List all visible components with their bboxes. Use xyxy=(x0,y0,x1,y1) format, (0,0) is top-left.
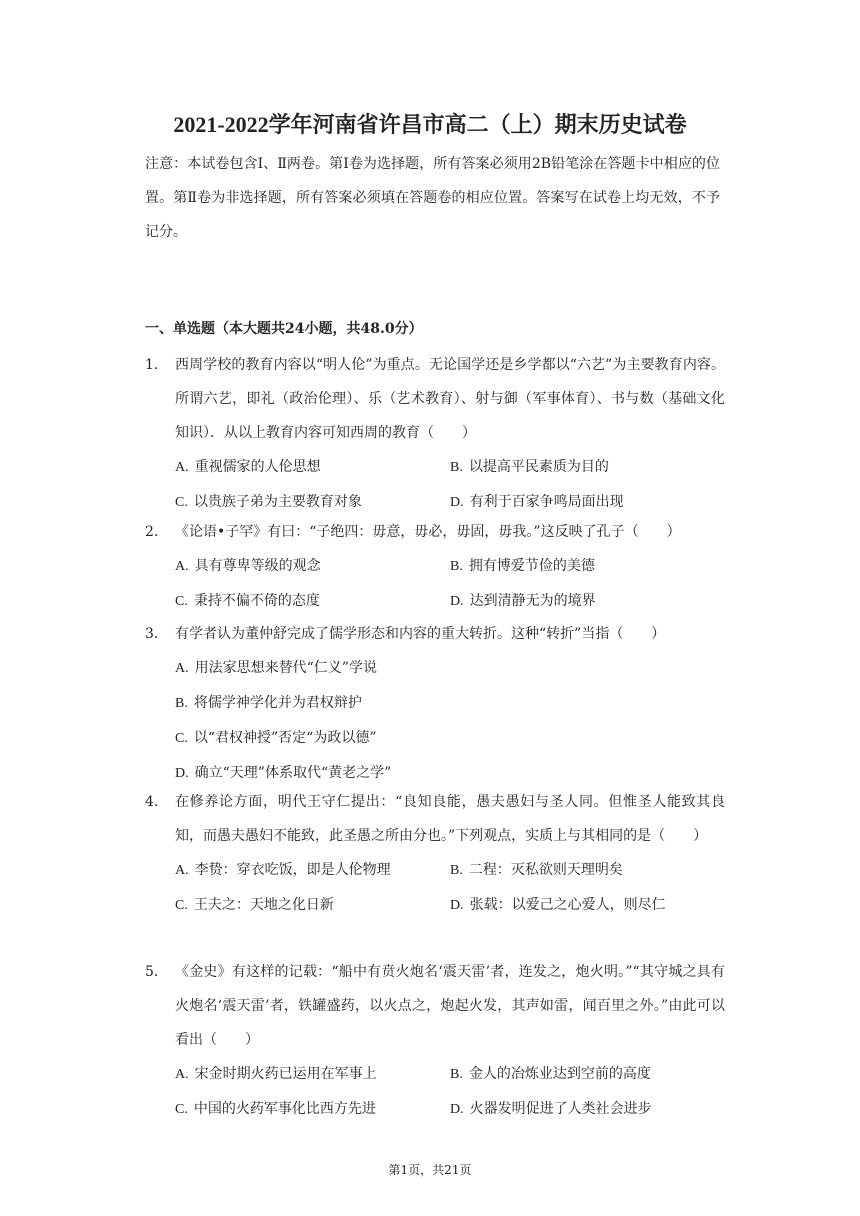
option-c: C. 王夫之：天地之化日新 xyxy=(175,897,334,913)
question-stem: 在修养论方面，明代王守仁提出：“良知良能，愚夫愚妇与圣人同。但惟圣人能致其良知，而愚夫愚妇不能致，此圣愚之所由分也。”下列观点，实质上与其相同的是（ ） xyxy=(175,794,725,844)
option-d: D. 有利于百家争鸣局面出现 xyxy=(450,494,624,510)
option-c: C. 中国的火药军事化比西方先进 xyxy=(175,1101,376,1117)
option-c: C. 秉持不偏不倚的态度 xyxy=(175,593,320,609)
option-a: A. 具有尊卑等级的观念 xyxy=(175,558,321,574)
document-title: 2021-2022学年河南省许昌市高二（上）期末历史试卷 xyxy=(173,112,687,137)
option-d: D. 确立“天理”体系取代“黄老之学” xyxy=(175,765,392,781)
question-stem: 《论语•子罕》有曰：“子绝四：毋意，毋必，毋固，毋我。”这反映了孔子（ ） xyxy=(175,524,681,540)
option-c: C. 以贵族子弟为主要教育对象 xyxy=(175,494,362,510)
page-footer: 第1页，共21页 xyxy=(388,1163,472,1177)
question-number: 5. xyxy=(145,964,159,980)
question-number: 4. xyxy=(145,794,159,810)
option-b: B. 二程：灭私欲则天理明矣 xyxy=(450,862,623,878)
question-1 xyxy=(145,348,725,520)
option-d: D. 火器发明促进了人类社会进步 xyxy=(450,1101,652,1117)
option-b: B. 金人的冶炼业达到空前的高度 xyxy=(450,1066,651,1082)
question-number: 1. xyxy=(145,357,159,373)
option-a: A. 用法家思想来替代“仁义”学说 xyxy=(175,660,377,676)
option-d: D. 张载：以爱己之心爱人，则尽仁 xyxy=(450,897,666,913)
option-a: A. 重视儒家的人伦思想 xyxy=(175,459,321,475)
question-3 xyxy=(145,617,725,791)
question-stem: 西周学校的教育内容以“明人伦”为重点。无论国学还是乡学都以“六艺”为主要教育内容。所谓六艺，即礼（政治伦理）、乐（艺术教育）、射与御（军事体育）、书与数（基础文化知识）．从以上教育内容可知西周的教育（ ） xyxy=(175,357,725,441)
section-title: 一、单选题（本大题共24小题，共48.0分） xyxy=(145,321,423,337)
option-a: A. 宋金时期火药已运用在军事上 xyxy=(175,1066,377,1082)
exam-notice: 注意：本试卷包含Ⅰ、Ⅱ两卷。第Ⅰ卷为选择题，所有答案必须用2B铅笔涂在答题卡中相应的位置。第Ⅱ卷为非选择题，所有答案必须填在答题卷的相应位置。答案写在试卷上均无效，不予记分。 xyxy=(145,156,720,240)
option-c: C. 以“君权神授”否定“为政以德” xyxy=(175,730,377,746)
question-number: 3. xyxy=(145,626,159,642)
question-number: 2. xyxy=(145,524,159,540)
question-4 xyxy=(145,785,725,923)
option-b: B. 拥有博爱节俭的美德 xyxy=(450,558,595,574)
option-d: D. 达到清静无为的境界 xyxy=(450,593,596,609)
question-stem: 有学者认为董仲舒完成了儒学形态和内容的重大转折。这种“转折”当指（ ） xyxy=(175,626,666,642)
question-5 xyxy=(145,955,725,1127)
option-b: B. 将儒学神学化并为君权辩护 xyxy=(175,695,362,711)
question-stem: 《金史》有这样的记载：“船中有贲火炮名‘震天雷’者，连发之，炮火明。”“其守城之具有火炮名‘震天雷’者，铁罐盛药，以火点之，炮起火发，其声如雷，闻百里之外。”由此可以看出（ ） xyxy=(175,964,725,1048)
option-b: B. 以提高平民素质为目的 xyxy=(450,459,609,475)
option-a: A. 李贽：穿衣吃饭，即是人伦物理 xyxy=(175,862,391,878)
question-2 xyxy=(145,515,725,619)
